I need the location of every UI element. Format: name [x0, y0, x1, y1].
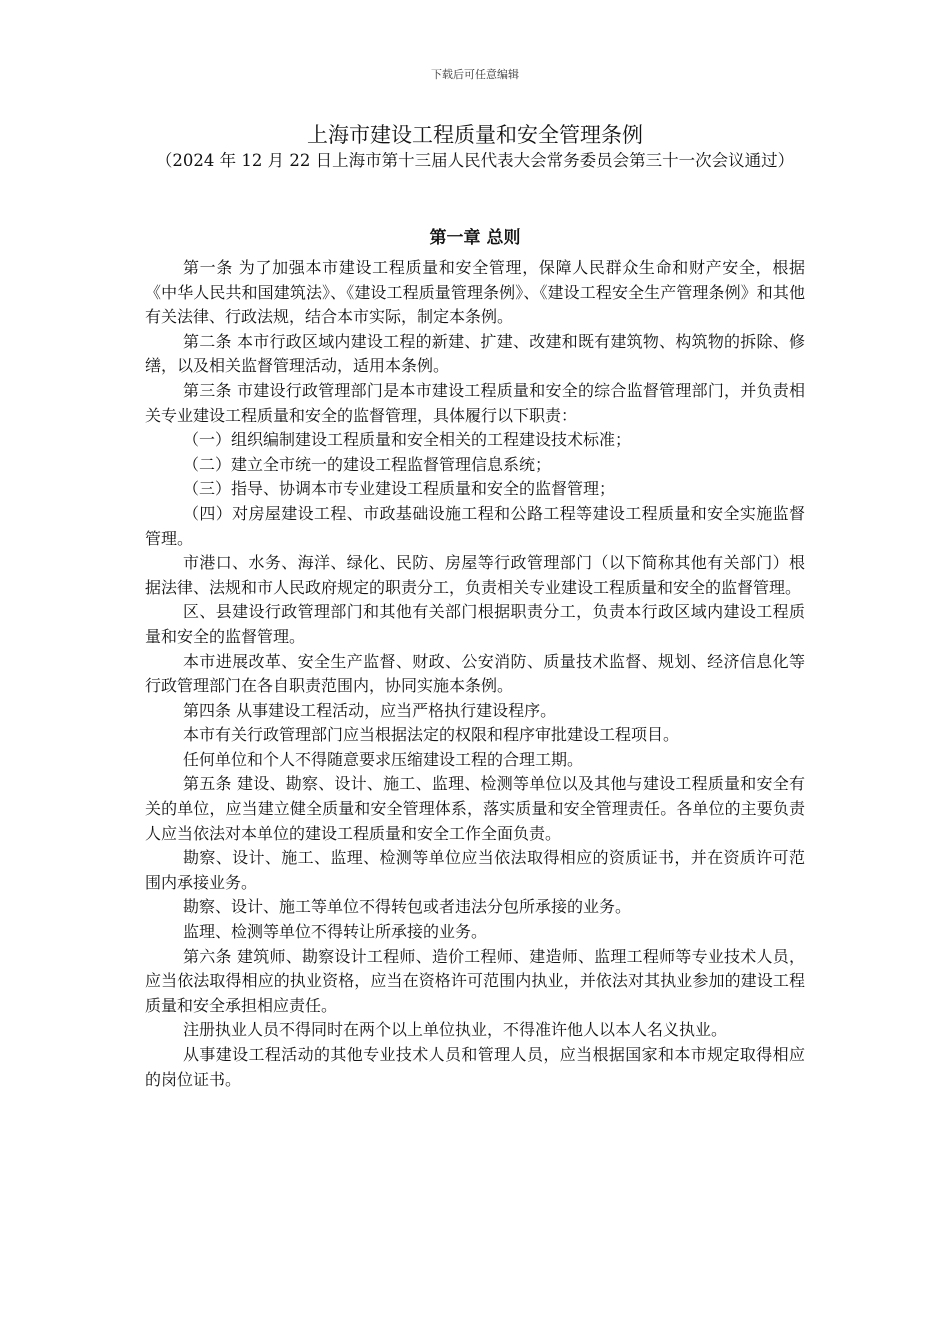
article-3-item-1: （一）组织编制建设工程质量和安全相关的工程建设技术标准； — [183, 430, 632, 450]
article-1: 第一条 为了加强本市建设工程质量和安全管理，保障人民群众生命和财产安全，根据《中华人民共和国建筑法》、《建设工程质量管理条例》、《建设工程安全生产管理条例》和其他有关法律、行政法规，结合本市实际，制定本条例。 — [145, 258, 805, 327]
document-title: 上海市建设工程质量和安全管理条例 — [307, 123, 643, 147]
article-5: 第五条 建设、勘察、设计、施工、监理、检测等单位以及其他与建设工程质量和安全有关的单位，应当建立健全质量和安全管理体系，落实质量和安全管理责任。各单位的主要负责人应当依法对本单位的建设工程质量和安全工作全面负责。 — [145, 774, 805, 843]
article-3-item-3: （三）指导、协调本市专业建设工程质量和安全的监督管理； — [183, 479, 616, 499]
document-subtitle: （2024 年 12 月 22 日上海市第十三届人民代表大会常务委员会第三十一次会议通过） — [155, 151, 795, 170]
header-note: 下载后可任意编辑 — [431, 68, 519, 81]
article-3-paragraph: 本市进展改革、安全生产监督、财政、公安消防、质量技术监督、规划、经济信息化等行政管理部门在各自职责范围内，协同实施本条例。 — [145, 651, 805, 696]
article-3-paragraph: 市港口、水务、海洋、绿化、民防、房屋等行政管理部门（以下简称其他有关部门）根据法律、法规和市人民政府规定的职责分工，负责相关专业建设工程质量和安全的监督管理。 — [145, 553, 805, 597]
article-4-paragraph: 本市有关行政管理部门应当根据法定的权限和程序审批建设工程项目。 — [183, 725, 680, 745]
article-4-paragraph: 任何单位和个人不得随意要求压缩建设工程的合理工期。 — [183, 749, 584, 769]
article-6-paragraph: 注册执业人员不得同时在两个以上单位执业，不得准许他人以本人名义执业。 — [183, 1020, 728, 1040]
article-4: 第四条 从事建设工程活动，应当严格执行建设程序。 — [183, 700, 557, 720]
article-5-paragraph: 监理、检测等单位不得转让所承接的业务。 — [183, 922, 488, 942]
article-2: 第二条 本市行政区域内建设工程的新建、扩建、改建和既有建筑物、构筑物的拆除、修缮，以及相关监督管理活动，适用本条例。 — [145, 331, 805, 376]
article-3-item-4: （四）对房屋建设工程、市政基础设施工程和公路工程等建设工程质量和安全实施监督管理。 — [145, 503, 805, 548]
article-3: 第三条 市建设行政管理部门是本市建设工程质量和安全的综合监督管理部门，并负责相关专业建设工程质量和安全的监督管理，具体履行以下职责： — [145, 380, 805, 425]
article-5-paragraph: 勘察、设计、施工、监理、检测等单位应当依法取得相应的资质证书，并在资质许可范围内承接业务。 — [145, 848, 805, 892]
article-3-paragraph: 区、县建设行政管理部门和其他有关部门根据职责分工，负责本行政区域内建设工程质量和安全的监督管理。 — [145, 602, 805, 646]
article-6-paragraph: 从事建设工程活动的其他专业技术人员和管理人员，应当根据国家和本市规定取得相应的岗位证书。 — [145, 1045, 805, 1089]
article-3-item-2: （二）建立全市统一的建设工程监督管理信息系统； — [183, 454, 552, 474]
chapter-title: 第一章 总则 — [429, 228, 521, 248]
article-5-paragraph: 勘察、设计、施工等单位不得转包或者违法分包所承接的业务。 — [183, 897, 632, 917]
article-6: 第六条 建筑师、勘察设计工程师、造价工程师、建造师、监理工程师等专业技术人员，应当依法取得相应的执业资格，应当在资格许可范围内执业，并依法对其执业参加的建设工程质量和安全承担相应责任。 — [145, 946, 805, 1015]
document-body — [145, 256, 805, 1092]
